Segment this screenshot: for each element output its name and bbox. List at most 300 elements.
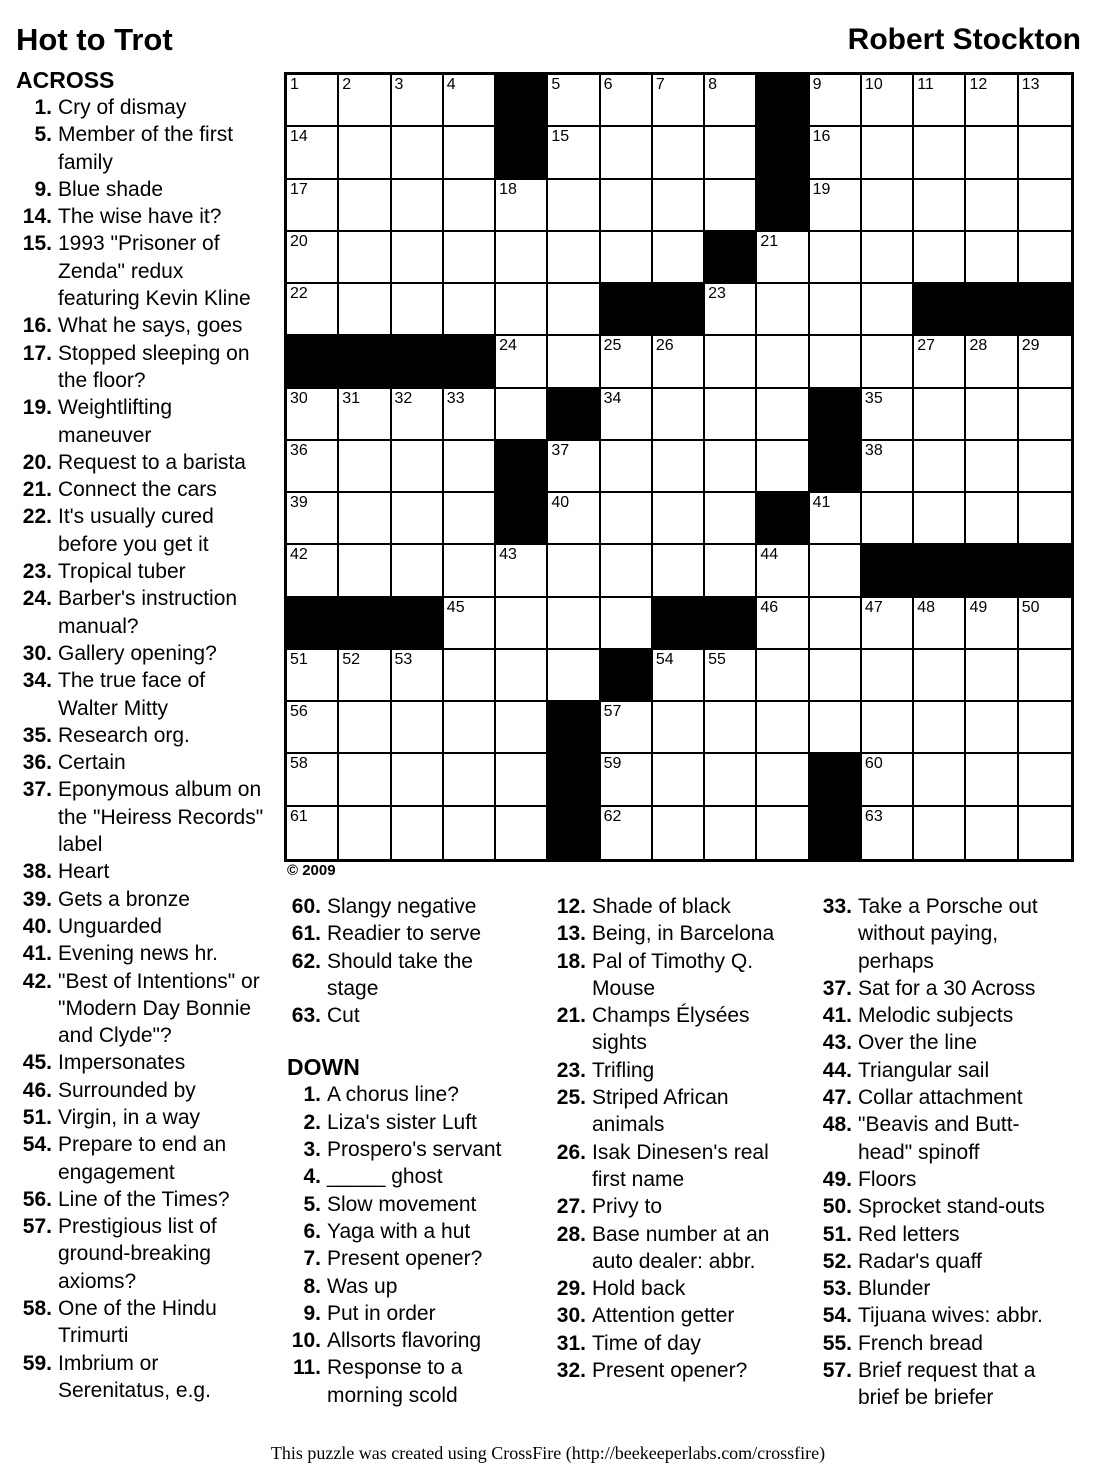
clue-text: One of the Hindu Trimurti — [58, 1297, 217, 1348]
clue-text: Barber's instruction manual? — [58, 587, 238, 638]
grid-cell[interactable] — [966, 127, 1018, 179]
cell-number: 57 — [603, 703, 622, 721]
grid-cell[interactable] — [287, 702, 339, 754]
down-clue-12 — [552, 893, 788, 920]
down-clue-5 — [287, 1191, 517, 1218]
grid-cell[interactable] — [496, 232, 548, 284]
grid-cell[interactable] — [496, 807, 548, 859]
down-clue-31 — [552, 1330, 788, 1357]
grid-cell[interactable] — [444, 598, 496, 650]
grid-cell[interactable] — [862, 75, 914, 127]
grid-cell[interactable] — [339, 284, 391, 336]
clue-text: Blue shade — [58, 177, 164, 201]
grid-cell[interactable] — [810, 284, 862, 336]
grid-cell-black — [810, 441, 862, 493]
clue-text: Connect the cars — [58, 478, 217, 502]
clue-text: Floors — [858, 1167, 917, 1191]
footer-credit: This puzzle was created using CrossFire (http://beekeeperlabs.com/crossfire) — [270, 1443, 826, 1463]
grid-cell[interactable] — [444, 127, 496, 179]
down-clue-27 — [552, 1193, 788, 1220]
clue-number: 24. — [22, 587, 52, 611]
clue-text: Pal of Timothy Q. Mouse — [592, 949, 754, 1000]
grid-cell[interactable] — [444, 650, 496, 702]
grid-cell[interactable] — [966, 598, 1018, 650]
clue-text: Yaga with a hut — [327, 1219, 471, 1243]
clue-text: Imbrium or Serenitatus, e.g. — [58, 1351, 211, 1402]
down-clue-52 — [818, 1248, 1058, 1275]
grid-cell[interactable] — [914, 127, 966, 179]
grid-cell[interactable] — [1019, 807, 1071, 859]
grid-cell[interactable] — [966, 336, 1018, 388]
grid-cell[interactable] — [810, 545, 862, 597]
grid-cell[interactable] — [705, 284, 757, 336]
grid-cell[interactable] — [705, 754, 757, 806]
cell-number: 54 — [655, 650, 674, 668]
cell-number: 60 — [864, 755, 883, 773]
across-clue-list-continued — [287, 893, 517, 1029]
grid-cell[interactable] — [339, 754, 391, 806]
clue-text: Impersonates — [58, 1051, 186, 1075]
clue-number: 49. — [822, 1167, 852, 1191]
grid-cell[interactable] — [392, 284, 444, 336]
grid-cell[interactable] — [653, 807, 705, 859]
grid-cell[interactable] — [862, 650, 914, 702]
grid-cell[interactable] — [339, 702, 391, 754]
grid-cell[interactable] — [966, 702, 1018, 754]
grid-cell[interactable] — [287, 389, 339, 441]
clue-number: 54. — [822, 1304, 852, 1328]
clue-number: 21. — [22, 478, 52, 502]
grid-cell[interactable] — [496, 389, 548, 441]
grid-cell[interactable] — [444, 702, 496, 754]
grid-cell[interactable] — [392, 127, 444, 179]
grid-cell[interactable] — [862, 284, 914, 336]
down-clue-30 — [552, 1302, 788, 1329]
across-heading: ACROSS — [16, 67, 115, 93]
cell-number: 24 — [499, 337, 517, 355]
grid-cell[interactable] — [392, 441, 444, 493]
grid-cell[interactable] — [548, 127, 600, 179]
grid-cell[interactable] — [862, 336, 914, 388]
grid-cell[interactable] — [705, 702, 757, 754]
grid-cell[interactable] — [496, 284, 548, 336]
clue-text: Weightlifting maneuver — [58, 396, 173, 447]
clue-number: 59. — [22, 1351, 52, 1375]
grid-cell[interactable] — [444, 754, 496, 806]
grid-cell[interactable] — [496, 336, 548, 388]
grid-cell[interactable] — [862, 598, 914, 650]
clue-text: Certain — [58, 751, 126, 775]
grid-cell[interactable] — [810, 336, 862, 388]
grid-cell[interactable] — [653, 702, 705, 754]
grid-cell[interactable] — [862, 441, 914, 493]
grid-cell[interactable] — [339, 650, 391, 702]
grid-cell[interactable] — [705, 807, 757, 859]
grid-cell[interactable] — [705, 75, 757, 127]
grid-cell[interactable] — [653, 336, 705, 388]
clue-text: Put in order — [327, 1301, 436, 1325]
grid-cell-black — [601, 284, 653, 336]
down-heading: DOWN — [287, 1054, 360, 1081]
cell-number: 44 — [760, 546, 779, 564]
clue-text: Gallery opening? — [58, 641, 217, 665]
grid-cell[interactable] — [810, 75, 862, 127]
grid-cell[interactable] — [444, 389, 496, 441]
cell-number: 40 — [551, 494, 570, 512]
grid-cell[interactable] — [914, 336, 966, 388]
grid-cell[interactable] — [339, 545, 391, 597]
grid-cell[interactable] — [757, 702, 809, 754]
grid-cell[interactable] — [1019, 598, 1071, 650]
grid-cell[interactable] — [705, 389, 757, 441]
grid-cell[interactable] — [862, 389, 914, 441]
grid-cell[interactable] — [548, 545, 600, 597]
grid-cell[interactable] — [914, 389, 966, 441]
grid-cell[interactable] — [444, 807, 496, 859]
cell-number: 8 — [708, 76, 718, 93]
grid-cell[interactable] — [444, 232, 496, 284]
grid-cell[interactable] — [705, 127, 757, 179]
cell-number: 42 — [290, 546, 308, 564]
clue-number: 6. — [303, 1219, 321, 1243]
clue-number: 8. — [303, 1274, 321, 1298]
clue-number: 14. — [22, 205, 52, 229]
clue-text: Was up — [327, 1274, 398, 1298]
grid-cell[interactable] — [757, 545, 809, 597]
cell-number: 30 — [290, 389, 308, 407]
cell-number: 53 — [394, 650, 413, 668]
across-clue-40 — [16, 913, 270, 940]
grid-cell[interactable] — [757, 650, 809, 702]
grid-cell[interactable] — [287, 650, 339, 702]
across-clue-37 — [16, 776, 270, 858]
grid-cell[interactable] — [444, 180, 496, 232]
grid-cell[interactable] — [392, 650, 444, 702]
grid-cell[interactable] — [496, 702, 548, 754]
grid-cell-black — [653, 284, 705, 336]
grid-cell[interactable] — [548, 336, 600, 388]
grid-cell[interactable] — [339, 493, 391, 545]
grid-cell[interactable] — [392, 180, 444, 232]
cell-number: 18 — [499, 180, 517, 198]
cell-number: 1 — [290, 76, 299, 93]
grid-cell[interactable] — [1019, 493, 1071, 545]
grid-cell[interactable] — [810, 702, 862, 754]
grid-cell[interactable] — [653, 232, 705, 284]
grid-cell[interactable] — [757, 598, 809, 650]
grid-cell[interactable] — [966, 807, 1018, 859]
grid-cell[interactable] — [496, 598, 548, 650]
grid-cell[interactable] — [601, 127, 653, 179]
grid-cell-black — [810, 754, 862, 806]
grid-cell[interactable] — [914, 754, 966, 806]
clue-number: 32. — [556, 1359, 586, 1383]
grid-cell[interactable] — [810, 180, 862, 232]
down-clue-21 — [552, 1002, 788, 1057]
grid-cell[interactable] — [914, 598, 966, 650]
grid-cell[interactable] — [601, 441, 653, 493]
grid-cell[interactable] — [601, 545, 653, 597]
grid-cell[interactable] — [966, 180, 1018, 232]
grid-cell[interactable] — [392, 389, 444, 441]
grid-cell[interactable] — [287, 232, 339, 284]
clue-text: Slangy negative — [327, 895, 477, 918]
clue-number: 17. — [22, 341, 52, 365]
grid-cell[interactable] — [287, 754, 339, 806]
grid-cell[interactable] — [966, 650, 1018, 702]
clue-text: Blunder — [858, 1277, 931, 1301]
grid-cell[interactable] — [966, 232, 1018, 284]
grid-cell[interactable] — [757, 336, 809, 388]
grid-cell[interactable] — [757, 807, 809, 859]
across-clue-63 — [287, 1002, 517, 1029]
grid-cell[interactable] — [653, 754, 705, 806]
grid-cell[interactable] — [914, 75, 966, 127]
down-clue-23 — [552, 1057, 788, 1084]
cell-number: 4 — [446, 76, 456, 93]
grid-cell[interactable] — [653, 75, 705, 127]
clue-number: 37. — [22, 778, 52, 802]
grid-cell[interactable] — [810, 232, 862, 284]
grid-cell[interactable] — [914, 650, 966, 702]
grid-cell[interactable] — [339, 807, 391, 859]
cell-number: 14 — [290, 128, 308, 146]
grid-cell[interactable] — [757, 754, 809, 806]
down-clue-list-1 — [287, 1081, 517, 1409]
grid-cell[interactable] — [601, 75, 653, 127]
grid-cell[interactable] — [653, 180, 705, 232]
grid-cell[interactable] — [862, 127, 914, 179]
grid-cell[interactable] — [705, 180, 757, 232]
cell-number: 26 — [655, 337, 674, 355]
grid-cell[interactable] — [339, 389, 391, 441]
clue-number: 44. — [822, 1058, 852, 1082]
grid-cell[interactable] — [444, 284, 496, 336]
grid-cell[interactable] — [810, 127, 862, 179]
grid-cell[interactable] — [810, 493, 862, 545]
grid-cell[interactable] — [392, 754, 444, 806]
grid-cell[interactable] — [966, 754, 1018, 806]
grid-cell[interactable] — [1019, 441, 1071, 493]
across-clue-list-main — [16, 94, 270, 1404]
grid-cell[interactable] — [548, 441, 600, 493]
down-clue-25 — [552, 1084, 788, 1139]
grid-cell[interactable] — [444, 441, 496, 493]
grid-cell[interactable] — [810, 650, 862, 702]
grid-cell[interactable] — [548, 232, 600, 284]
grid-cell[interactable] — [287, 545, 339, 597]
cell-number: 7 — [655, 76, 665, 93]
grid-cell[interactable] — [966, 75, 1018, 127]
grid-cell[interactable] — [601, 389, 653, 441]
grid-cell[interactable] — [601, 336, 653, 388]
grid-cell[interactable] — [601, 702, 653, 754]
down-clue-18 — [552, 948, 788, 1003]
grid-cell[interactable] — [339, 75, 391, 127]
grid-cell[interactable] — [339, 127, 391, 179]
grid-cell[interactable] — [601, 232, 653, 284]
grid-cell[interactable] — [601, 493, 653, 545]
grid-cell[interactable] — [757, 389, 809, 441]
grid-cell[interactable] — [496, 545, 548, 597]
grid-cell[interactable] — [757, 232, 809, 284]
grid-cell[interactable] — [705, 441, 757, 493]
clue-text: Trifling — [592, 1058, 655, 1082]
grid-cell[interactable] — [1019, 127, 1071, 179]
grid-cell[interactable] — [1019, 180, 1071, 232]
down-clue-2 — [287, 1109, 517, 1136]
cell-number: 58 — [290, 755, 308, 773]
grid-cell[interactable] — [548, 650, 600, 702]
grid-cell[interactable] — [1019, 754, 1071, 806]
clue-text: Stopped sleeping on the floor? — [58, 341, 250, 392]
grid-cell[interactable] — [287, 75, 339, 127]
grid-cell[interactable] — [392, 702, 444, 754]
grid-cell[interactable] — [914, 493, 966, 545]
grid-cell[interactable] — [914, 441, 966, 493]
clue-number: 23. — [556, 1058, 586, 1082]
grid-cell[interactable] — [653, 127, 705, 179]
across-clue-20 — [16, 449, 270, 476]
grid-cell[interactable] — [548, 75, 600, 127]
grid-cell[interactable] — [1019, 75, 1071, 127]
grid-cell[interactable] — [862, 754, 914, 806]
grid-cell[interactable] — [1019, 650, 1071, 702]
grid-cell[interactable] — [914, 180, 966, 232]
cell-number: 37 — [551, 441, 570, 459]
grid-cell[interactable] — [653, 545, 705, 597]
grid-cell-black — [444, 336, 496, 388]
across-clue-62 — [287, 948, 517, 1003]
grid-cell[interactable] — [287, 493, 339, 545]
grid-cell[interactable] — [287, 441, 339, 493]
across-clue-17 — [16, 340, 270, 395]
grid-cell[interactable] — [392, 493, 444, 545]
grid-cell[interactable] — [287, 807, 339, 859]
grid-cell[interactable] — [1019, 336, 1071, 388]
grid-cell[interactable] — [548, 284, 600, 336]
grid-cell[interactable] — [287, 180, 339, 232]
clue-text: Request to a barista — [58, 450, 246, 474]
grid-cell[interactable] — [496, 650, 548, 702]
grid-cell[interactable] — [601, 598, 653, 650]
grid-cell[interactable] — [914, 702, 966, 754]
grid-cell[interactable] — [757, 441, 809, 493]
grid-cell-black — [339, 598, 391, 650]
grid-cell[interactable] — [548, 598, 600, 650]
cell-number: 52 — [342, 650, 361, 668]
across-clue-54 — [16, 1131, 270, 1186]
across-clue-14 — [16, 203, 270, 230]
clue-text: Take a Porsche out without paying, perhaps — [858, 895, 1038, 973]
grid-cell[interactable] — [339, 232, 391, 284]
across-clue-41 — [16, 940, 270, 967]
grid-cell[interactable] — [705, 650, 757, 702]
clue-text: Prepare to end an engagement — [58, 1133, 227, 1184]
grid-cell[interactable] — [1019, 702, 1071, 754]
grid-cell[interactable] — [496, 754, 548, 806]
clue-text: Time of day — [592, 1331, 701, 1355]
grid-cell[interactable] — [862, 493, 914, 545]
grid-cell[interactable] — [601, 180, 653, 232]
clue-text: Base number at an auto dealer: abbr. — [592, 1222, 770, 1273]
grid-cell[interactable] — [392, 75, 444, 127]
clue-number: 11. — [292, 1356, 321, 1380]
grid-cell[interactable] — [966, 441, 1018, 493]
grid-cell[interactable] — [757, 284, 809, 336]
grid-cell[interactable] — [653, 441, 705, 493]
grid-cell[interactable] — [444, 75, 496, 127]
cell-number: 48 — [917, 598, 935, 616]
across-clue-1 — [16, 94, 270, 121]
grid-cell[interactable] — [653, 493, 705, 545]
grid-cell[interactable] — [392, 232, 444, 284]
cell-number: 15 — [551, 128, 570, 146]
grid-cell[interactable] — [914, 807, 966, 859]
grid-cell[interactable] — [548, 493, 600, 545]
grid-cell[interactable] — [810, 598, 862, 650]
grid-cell[interactable] — [1019, 389, 1071, 441]
grid-cell[interactable] — [392, 545, 444, 597]
grid-cell[interactable] — [548, 180, 600, 232]
grid-cell[interactable] — [339, 441, 391, 493]
cell-number: 38 — [864, 441, 883, 459]
cell-number: 34 — [603, 389, 622, 407]
grid-cell[interactable] — [653, 650, 705, 702]
grid-cell[interactable] — [392, 807, 444, 859]
grid-cell[interactable] — [705, 493, 757, 545]
grid-cell-black — [966, 545, 1018, 597]
grid-cell[interactable] — [496, 180, 548, 232]
clue-number: 37. — [822, 976, 852, 1000]
grid-cell-black — [496, 441, 548, 493]
grid-cell-black — [862, 545, 914, 597]
cell-number: 61 — [290, 807, 308, 825]
grid-cell[interactable] — [862, 807, 914, 859]
clue-text: What he says, goes — [58, 314, 243, 338]
grid-cell[interactable] — [601, 754, 653, 806]
grid-cell[interactable] — [914, 232, 966, 284]
grid-cell[interactable] — [966, 493, 1018, 545]
across-clue-42 — [16, 968, 270, 1050]
grid-cell[interactable] — [444, 493, 496, 545]
grid-cell[interactable] — [1019, 232, 1071, 284]
grid-cell[interactable] — [444, 545, 496, 597]
grid-cell[interactable] — [287, 284, 339, 336]
grid-cell[interactable] — [705, 545, 757, 597]
grid-cell[interactable] — [287, 127, 339, 179]
grid-cell[interactable] — [601, 807, 653, 859]
grid-cell-black — [705, 232, 757, 284]
cell-number: 51 — [290, 650, 308, 668]
clue-number: 36. — [22, 751, 52, 775]
grid-cell[interactable] — [862, 702, 914, 754]
grid-cell[interactable] — [653, 389, 705, 441]
grid-cell[interactable] — [339, 180, 391, 232]
cell-number: 21 — [760, 232, 779, 250]
cell-number: 55 — [708, 650, 726, 668]
clue-number: 63. — [291, 1004, 321, 1028]
across-clue-30 — [16, 640, 270, 667]
clue-text: Research org. — [58, 723, 190, 747]
grid-cell[interactable] — [862, 180, 914, 232]
grid-cell[interactable] — [966, 389, 1018, 441]
grid-cell[interactable] — [862, 232, 914, 284]
down-clue-4 — [287, 1163, 517, 1190]
clue-text: Brief request that a brief be briefer — [858, 1359, 1036, 1410]
down-clue-51 — [818, 1221, 1058, 1248]
grid-cell[interactable] — [705, 336, 757, 388]
